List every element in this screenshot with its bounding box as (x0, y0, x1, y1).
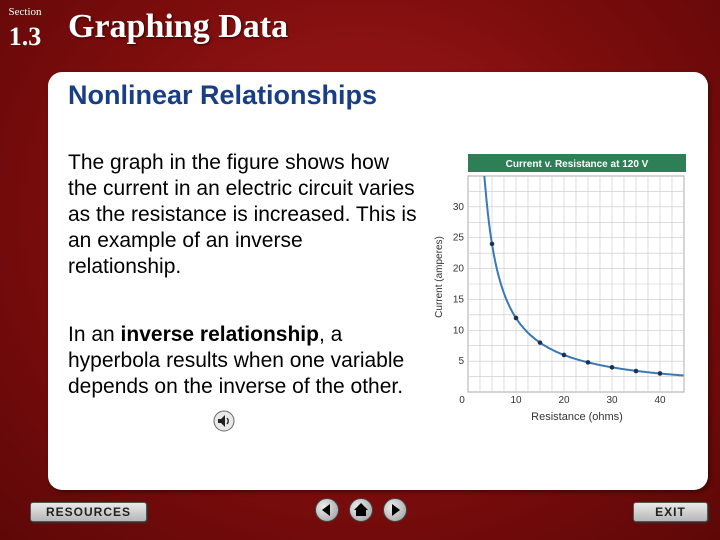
definition-text-start: In an (68, 323, 121, 346)
x-tick-label: 0 (459, 395, 465, 406)
data-point (586, 360, 591, 365)
y-tick-label: 20 (452, 263, 464, 275)
data-point (610, 365, 615, 370)
definition-paragraph (68, 322, 418, 400)
home-glyph (350, 499, 372, 521)
data-point (634, 369, 639, 374)
y-tick-label: 10 (452, 325, 464, 337)
y-tick-label: 15 (452, 294, 464, 306)
chart-xlabel: Resistance (ohms) (531, 411, 623, 423)
chart-title: Current v. Resistance at 120 V (505, 159, 649, 170)
y-tick-label: 30 (452, 201, 464, 213)
y-tick-label: 5 (458, 356, 464, 368)
previous-arrow-icon[interactable] (315, 498, 339, 522)
data-point (514, 316, 519, 321)
x-tick-label: 30 (606, 395, 618, 406)
section-number: 1.3 (8, 22, 42, 51)
next-arrow-icon[interactable] (383, 498, 407, 522)
current-vs-resistance-chart (430, 152, 690, 430)
y-tick-label: 25 (452, 232, 464, 244)
intro-paragraph: The graph in the figure shows how the current in an electric circuit varies as the resistance is increased. This is an example of an inverse relationship. (68, 151, 417, 278)
data-point (538, 340, 543, 345)
slide-title: Nonlinear Relationships (68, 80, 378, 110)
x-tick-label: 20 (558, 395, 570, 406)
speaker-icon[interactable] (213, 410, 235, 432)
chapter-title: Graphing Data (68, 8, 289, 45)
previous-arrow-glyph (316, 499, 338, 521)
section-badge (0, 0, 50, 62)
next-arrow-glyph (384, 499, 406, 521)
data-point (490, 242, 495, 247)
data-point (658, 371, 663, 376)
x-tick-label: 10 (510, 395, 522, 406)
data-point (562, 353, 567, 358)
exit-button[interactable]: EXIT (633, 502, 708, 522)
definition-text-end: , a hyperbola results when one variable depends on the inverse of the other. (68, 323, 405, 398)
section-label: Section (8, 6, 42, 18)
home-icon[interactable] (349, 498, 373, 522)
resources-button[interactable]: RESOURCES (30, 502, 147, 522)
x-tick-label: 40 (654, 395, 666, 406)
chart-ylabel: Current (amperes) (434, 236, 445, 318)
definition-term: inverse relationship (120, 323, 319, 346)
